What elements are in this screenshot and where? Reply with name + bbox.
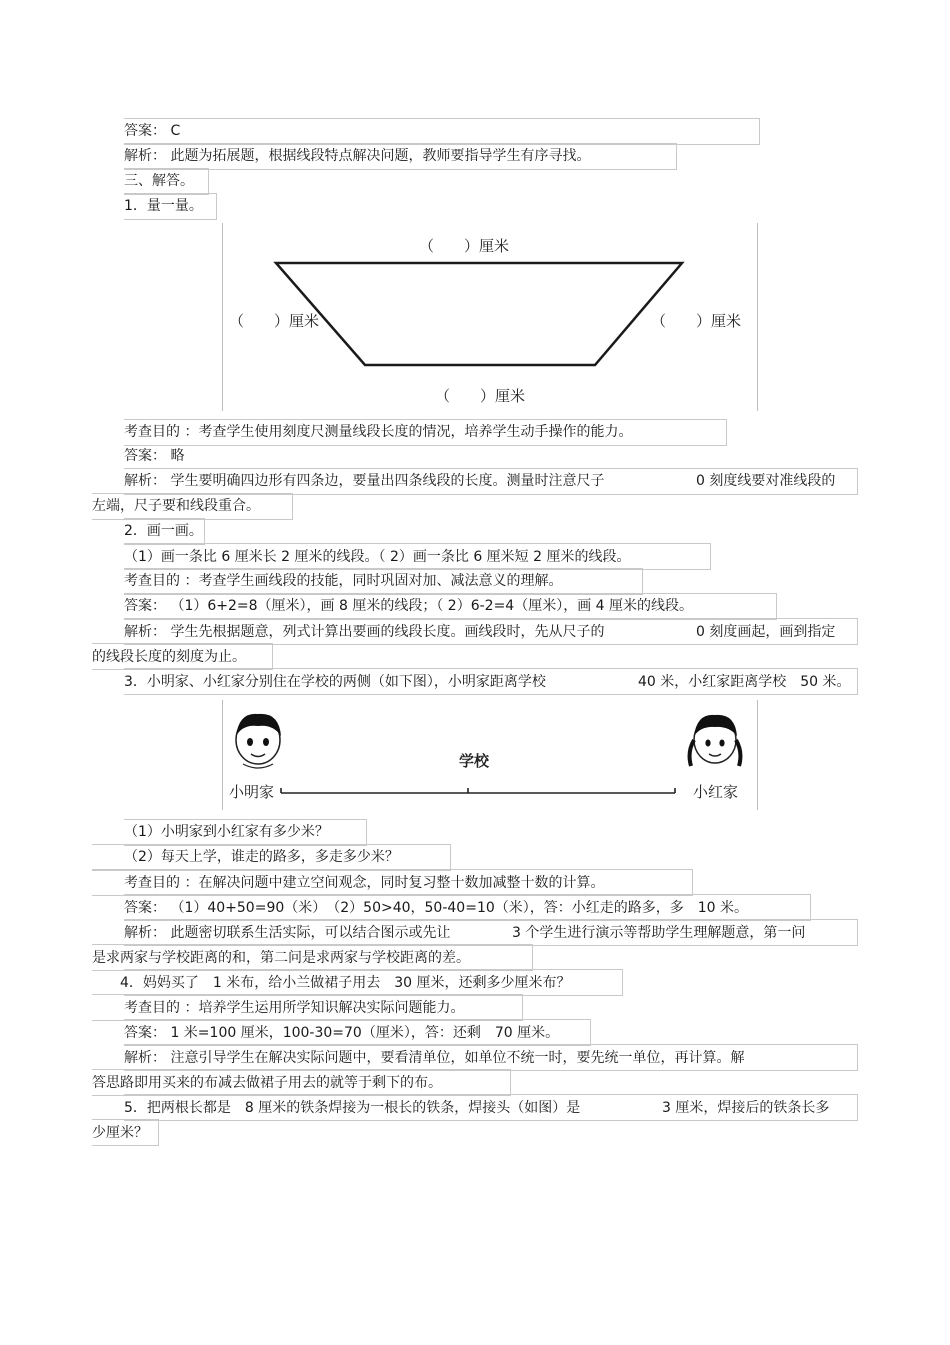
- question-5-text-cont: 少厘米？: [92, 1125, 148, 1141]
- answer-line: 答案： （1）6+2=8（厘米），画 8 厘米的线段；（ 2）6-2=4（厘米），画 4 厘米的线段。: [124, 598, 694, 614]
- trapezoid-figure: [222, 223, 758, 411]
- top-side-label: （ ）厘米: [419, 237, 510, 255]
- analysis-line-tail: 0 刻度画起，画到指定: [696, 624, 836, 640]
- purpose-line: 考查目的 ：考查学生使用刻度尺测量线段长度的情况，培养学生动手操作的能力。: [124, 424, 633, 440]
- answer-line: 答案： 1 米=100 厘米，100-30=70（厘米），答：还剩 70 厘米。: [124, 1025, 560, 1041]
- right-side-label: （ ）厘米: [651, 312, 742, 330]
- question-5-text-tail: 3 厘米，焊接后的铁条长多: [662, 1100, 830, 1116]
- question-1-title: 1．量一量。: [124, 198, 203, 214]
- question-3-text: 3．小明家、小红家分别住在学校的两侧（如下图），小明家距离学校: [124, 674, 546, 690]
- question-4-text: 4．妈妈买了 1 米布，给小兰做裙子用去 30 厘米，还剩多少厘米布？: [120, 975, 571, 991]
- answer-line: 答案： C: [124, 123, 181, 139]
- analysis-line: 解析： 注意引导学生在解决实际问题中，要看清单位，如单位不统一时，要先统一单位，再计算。解: [124, 1050, 745, 1066]
- purpose-line: 考查目的 ：考查学生画线段的技能，同时巩固对加、减法意义的理解。: [124, 573, 563, 589]
- left-side-label: （ ）厘米: [229, 312, 320, 330]
- school-figure: [222, 700, 758, 810]
- analysis-line: 解析： 此题密切联系生活实际，可以结合图示或先让: [124, 925, 451, 941]
- sub-question: （2）每天上学，谁走的路多，多走多少米？: [124, 849, 399, 865]
- bottom-side-label: （ ）厘米: [435, 387, 526, 405]
- purpose-line: 考查目的 ：在解决问题中建立空间观念，同时复习整十数加减整十数的计算。: [124, 875, 605, 891]
- analysis-line: 解析： 此题为拓展题，根据线段特点解决问题，教师要指导学生有序寻找。: [124, 148, 591, 164]
- purpose-line: 考查目的 ：培养学生运用所学知识解决实际问题能力。: [124, 1000, 465, 1016]
- trapezoid-svg: [223, 223, 757, 411]
- school-svg: [223, 700, 757, 810]
- question-3-text-tail: 40 米，小红家距离学校 50 米。: [638, 674, 851, 690]
- ming-home-label: 小明家: [229, 783, 275, 801]
- analysis-line: 解析： 学生先根据题意，列式计算出要画的线段长度。画线段时，先从尺子的: [124, 624, 605, 640]
- section-heading: 三、解答。: [124, 173, 194, 189]
- question-2-text: （1）画一条比 6 厘米长 2 厘米的线段。（ 2）画一条比 6 厘米短 2 厘米的线段。: [124, 549, 631, 565]
- question-5-text: 5．把两根长都是 8 厘米的铁条焊接为一根长的铁条，焊接头（如图）是: [124, 1100, 581, 1116]
- analysis-line: 解析： 学生要明确四边形有四条边，要量出四条线段的长度。测量时注意尺子: [124, 473, 605, 489]
- trapezoid-shape: [276, 263, 682, 365]
- answer-line: 答案： 略: [124, 448, 185, 464]
- boy-icon: [236, 714, 281, 768]
- answer-line: 答案： （1）40+50=90（米） （2）50>40，50-40=10（米），答：小红走的路多，多 10 米。: [124, 900, 749, 916]
- question-2-title: 2．画一画。: [124, 523, 203, 539]
- analysis-line-cont: 的线段长度的刻度为止。: [92, 649, 246, 665]
- analysis-line-cont: 答思路即用买来的布减去做裙子用去的就等于剩下的布。: [92, 1075, 442, 1091]
- hong-home-label: 小红家: [693, 783, 739, 801]
- girl-icon: [690, 715, 741, 766]
- analysis-line-cont: 左端，尺子要和线段重合。: [92, 498, 260, 514]
- analysis-line-tail: 3 个学生进行演示等帮助学生理解题意，第一问: [512, 925, 806, 941]
- analysis-line-tail: 0 刻度线要对准线段的: [696, 473, 836, 489]
- analysis-line-cont: 是求两家与学校距离的和，第二问是求两家与学校距离的差。: [92, 950, 470, 966]
- sub-question: （1）小明家到小红家有多少米？: [124, 824, 329, 840]
- school-label: 学校: [459, 752, 490, 770]
